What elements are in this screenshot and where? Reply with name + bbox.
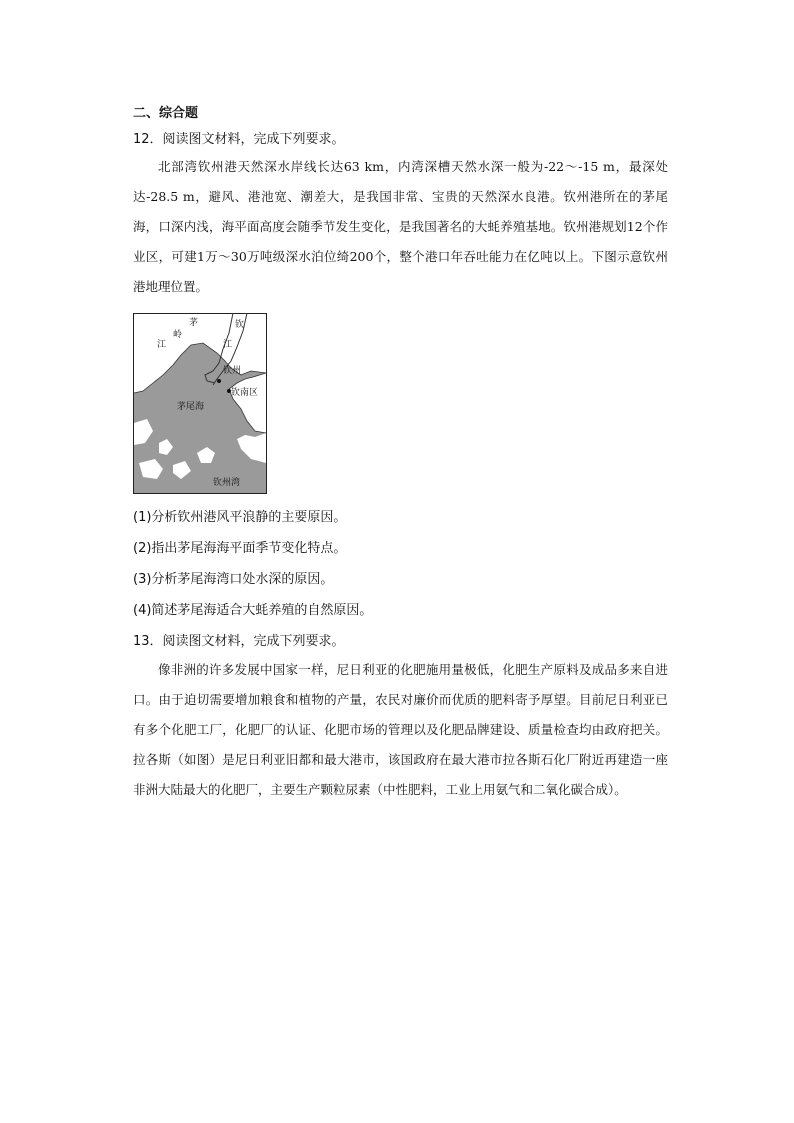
qinzhou-port-map [133,313,267,494]
section-title: 二、综合题 [133,106,199,121]
map-label-qin: 钦 [235,320,245,330]
question-12-heading: 12．阅读图文材料，完成下列要求。 [133,132,345,147]
question-12-sub-2: (2)指出茅尾海海平面季节变化特点。 [133,541,347,556]
map-label-ling: 岭 [173,330,183,340]
map-label-jiang-right: 江 [223,340,233,350]
question-12-paragraph: 北部湾钦州港天然深水岸线长达63 km，内湾深槽天然水深一般为-22～-15 m，最深处达-28.5 m，避风、港池宽、潮差大，是我国非常、宝贵的天然深水良港。钦州港所在的茅尾海，口深内浅，海平面高度会随季节发生变化，是我国著名的大蚝养殖基地。钦州港规划12个作业区，可建1万～30万吨级深水泊位绮200个，整个港口年吞吐能力在亿吨以上。下图示意钦州港地理位置。 [133,159,668,294]
map-label-qinzhouwan: 钦州湾 [213,478,241,488]
map-label-jiang-left: 江 [157,340,167,350]
map-label-mao: 茅 [189,318,199,328]
question-12-sub-3: (3)分析茅尾海湾口处水深的原因。 [133,572,334,587]
question-13-heading: 13．阅读图文材料，完成下列要求。 [133,634,345,649]
map-graphic [133,313,267,494]
map-label-maoweihai: 茅尾海 [177,402,205,412]
map-label-qinzhou: 钦州 [223,366,242,376]
question-13-paragraph: 像非洲的许多发展中国家一样，尼日利亚的化肥施用量极低，化肥生产原料及成品多来自进口。由于迫切需要增加粮食和植物的产量，农民对廉价而优质的肥料寄予厚望。目前尼日利亚已有多个化肥工厂，化肥厂的认证、化肥市场的管理以及化肥品牌建设、质量检查均由政府把关。拉各斯（如图）是尼日利亚旧都和最大港市，该国政府在最大港市拉各斯石化厂附近再建造一座非洲大陆最大的化肥厂，主要生产颗粒尿素（中性肥料，工业上用氨气和二氧化碳合成）。 [133,662,668,797]
question-12-sub-1: (1)分析钦州港风平浪静的主要原因。 [133,510,347,525]
qinzhou-dot [217,379,221,383]
question-12-sub-4: (4)简述茅尾海适合大蚝养殖的自然原因。 [133,603,373,618]
map-label-qinnan: 钦南区 [231,388,259,398]
